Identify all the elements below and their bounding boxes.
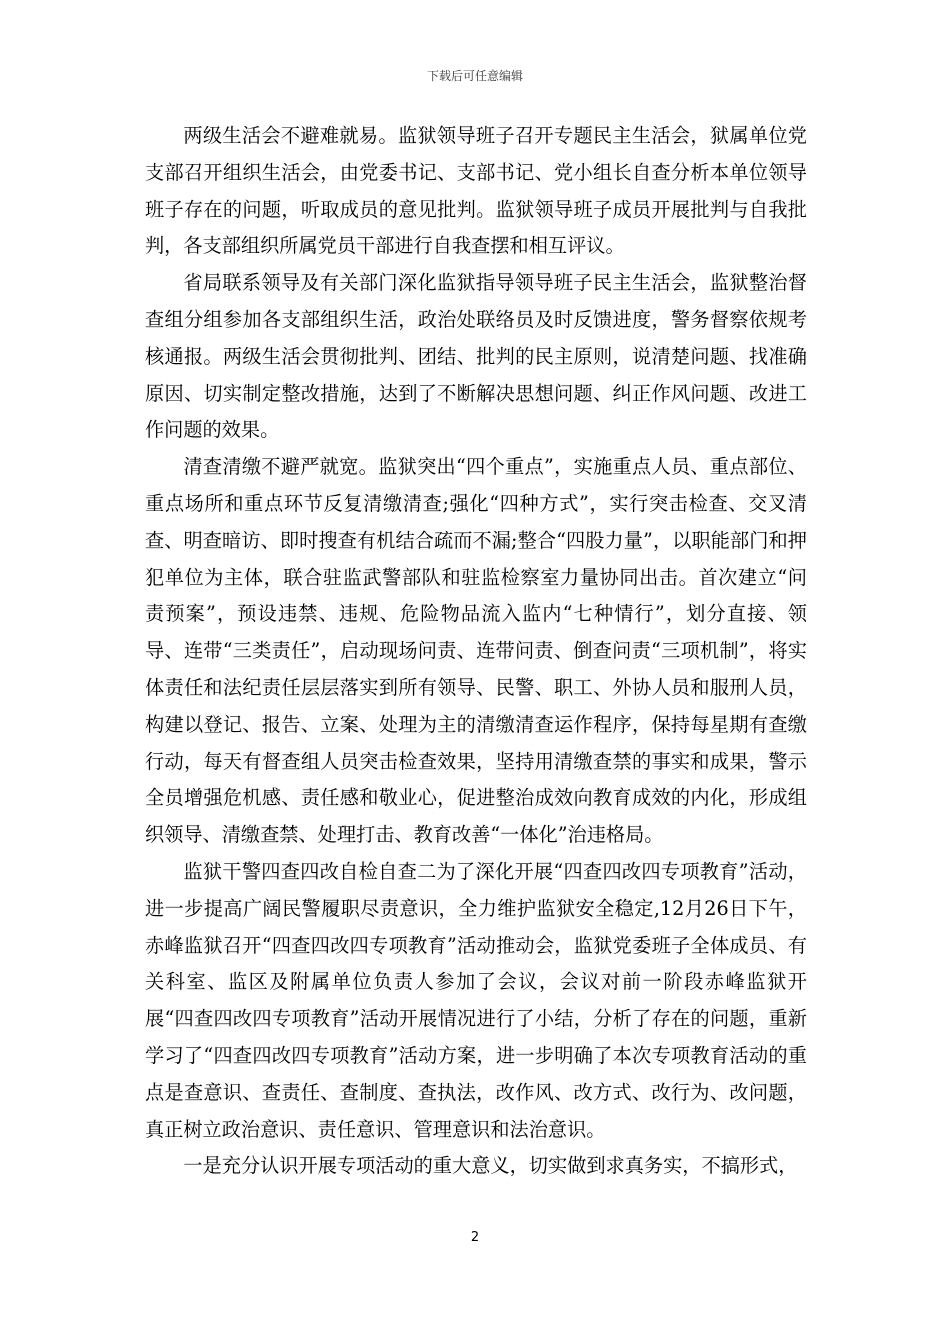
paragraph: 省局联系领导及有关部门深化监狱指导领导班子民主生活会，监狱整治督查组分组参加各支部组织生活，政治处联络员及时反馈进度，警务督察依规考核通报。两级生活会贯彻批判、团结、批判的民主原则，说清楚问题、找准确原因、切实制定整改措施，达到了不断解决思想问题、纠正作风问题、改进工作问题的效果。 [145,271,807,442]
page-number: 2 [470,1230,480,1245]
document-body [145,118,807,1185]
paragraph: 监狱干警四查四改自检自查二为了深化开展“四查四改四专项教育”活动，进一步提高广阔民警履职尽责意识，全力维护监狱安全稳定,12月26日下午，赤峰监狱召开“四查四改四专项教育”活动推动会，监狱党委班子全体成员、有关科室、监区及附属单位负责人参加了会议，会议对前一阶段赤峰监狱开展“四查四改四专项教育”活动开展情况进行了小结，分析了存在的问题，重新学习了“四查四改四专项教育”活动方案，进一步明确了本次专项教育活动的重点是查意识、查责任、查制度、查执法，改作风、改方式、改行为、改问题，真正树立政治意识、责任意识、管理意识和法治意识。 [145,859,807,1141]
paragraph: 两级生活会不避难就易。监狱领导班子召开专题民主生活会，狱属单位党支部召开组织生活会，由党委书记、支部书记、党小组长自查分析本单位领导班子存在的问题，听取成员的意见批判。监狱领导班子成员开展批判与自我批判，各支部组织所属党员干部进行自我查摆和相互评议。 [145,124,807,258]
paragraph: 一是充分认识开展专项活动的重大意义，切实做到求真务实，不搞形式， [183,1154,798,1178]
paragraph: 清查清缴不避严就宽。监狱突出“四个重点”，实施重点人员、重点部位、重点场所和重点环节反复清缴清查;强化“四种方式”，实行突击检查、交叉清查、明查暗访、即时搜查有机结合疏而不漏;整合“四股力量”，以职能部门和押犯单位为主体，联合驻监武警部队和驻监检察室力量协同出击。首次建立“问责预案”，预设违禁、违规、危险物品流入监内“七种情行”，划分直接、领导、连带“三类责任”，启动现场问责、连带问责、倒查问责“三项机制”，将实体责任和法纪责任层层落实到所有领导、民警、职工、外协人员和服刑人员，构建以登记、报告、立案、处理为主的清缴清查运作程序，保持每星期有查缴行动，每天有督查组人员突击检查效果，坚持用清缴查禁的事实和成果，警示全员增强危机感、责任感和敬业心，促进整治成效向教育成效的内化，形成组织领导、清缴查禁、处理打击、教育改善“一体化”治违格局。 [145,455,807,847]
page-header: 下载后可任意编辑 [426,69,523,83]
